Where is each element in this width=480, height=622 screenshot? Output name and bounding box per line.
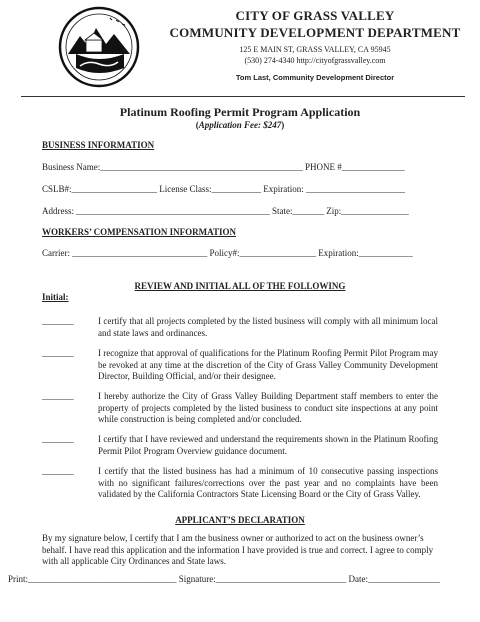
application-fee: (Application Fee: $247) [195,120,285,130]
business-name-line[interactable]: Business Name:_____________________________________________ PHONE #______________ [42,162,405,172]
statement-3: I hereby authorize the City of Grass Valley Building Department staff members to enter the property of projects completed by the listed business to conduct site inspections at any point while construction is being completed and/or concluded. [98,391,438,424]
department-address: 125 E MAIN ST, GRASS VALLEY, CA 95945 [239,45,391,54]
form-title: Platinum Roofing Permit Program Application [119,105,361,119]
workers-comp-heading: WORKERS’ COMPENSATION INFORMATION [42,227,237,237]
department-director: Tom Last, Community Development Director [235,73,395,82]
signature-line[interactable]: Print:_________________________________ Signature:_____________________________ Date:________________ [8,574,440,584]
city-seal-logo [58,6,140,88]
declaration-text: By my signature below, I certify that I am the business owner or authorized to act on the business owner’s behalf. I have read this application and the information I have provided is true and correct. I agree to comply with all applicable City Ordinances and State laws. [42,533,434,566]
statement-5: I certify that the listed business has had a minimum of 10 consecutive passing inspections with no significant failures/corrections over the past year and no complaints have been validated by the California Contractors State Licensing Board or the City of Grass Valley. [98,466,438,499]
statement-2: I recognize that approval of qualifications for the Platinum Roofing Permit Pilot Program may be revoked at any time at the discretion of the City of Grass Valley Community Development Director, Building Official, and/or their designee. [98,348,438,381]
initial-blank-4[interactable]: _______ [42,434,74,444]
city-seal-graphic [58,6,140,88]
carrier-line[interactable]: Carrier: ______________________________ Policy#:_________________ Expiration:____________ [42,248,413,258]
business-info-heading: BUSINESS INFORMATION [42,140,155,150]
statement-1: I certify that all projects completed by the listed business will comply with all minimum local and state laws and ordinances. [98,316,438,338]
declaration-heading: APPLICANT’S DECLARATION [175,515,305,525]
review-heading: REVIEW AND INITIAL ALL OF THE FOLLOWING [134,281,346,291]
initial-blank-5[interactable]: _______ [42,466,74,476]
initial-blank-3[interactable]: _______ [42,391,74,401]
department-contact: (530) 274-4340 http://cityofgrassvalley.com [244,56,386,65]
address-line[interactable]: Address: ___________________________________________ State:_______ Zip:_______________ [42,206,409,216]
header-divider [21,96,465,97]
department-name: COMMUNITY DEVELOPMENT DEPARTMENT [169,25,461,40]
cslb-line[interactable]: CSLB#:___________________ License Class:___________ Expiration: ______________________ [42,184,405,194]
city-name: CITY OF GRASS VALLEY [235,8,395,23]
initial-blank-2[interactable]: _______ [42,348,74,358]
statement-4: I certify that I have reviewed and understand the requirements shown in the Platinum Roofing Permit Pilot Program Overview guidance document. [98,434,438,456]
fee-text: Application Fee: $247 [198,120,282,130]
initial-label: Initial: [42,292,69,302]
initial-blank-1[interactable]: _______ [42,316,74,326]
